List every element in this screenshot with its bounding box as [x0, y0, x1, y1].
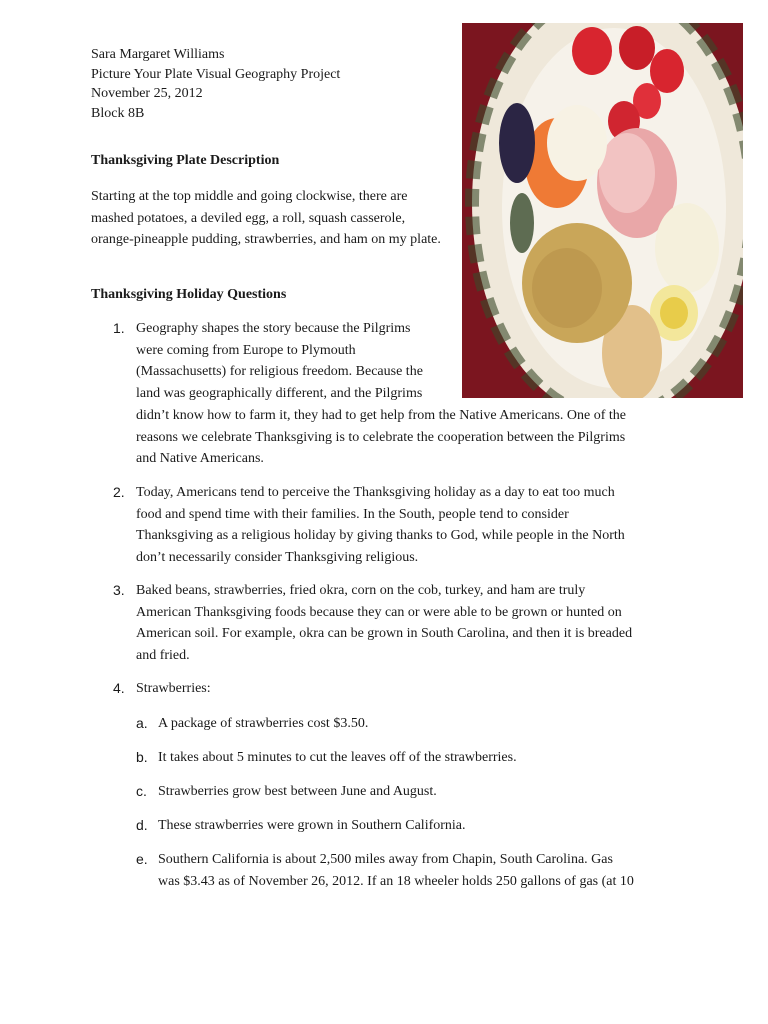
item-line: Geography shapes the story because the Pilgrims [136, 321, 411, 336]
list-marker: 1. [113, 320, 125, 336]
list-marker: 2. [113, 484, 125, 500]
item-line: don’t necessarily consider Thanksgiving religious. [136, 550, 419, 566]
item-line: and Native Americans. [136, 451, 264, 467]
list-item [136, 580, 696, 667]
item-line: (Massachusetts) for religious freedom. Because the [136, 364, 423, 380]
sublist-marker: e. [136, 851, 148, 867]
sublist-marker: b. [136, 749, 148, 765]
item-line: Strawberries grow best between June and August. [158, 784, 437, 799]
sublist-item [158, 713, 368, 735]
item-line: land was geographically different, and the Pilgrims [136, 386, 423, 402]
document-date: November 25, 2012 [91, 86, 203, 101]
holiday-questions-heading: Thanksgiving Holiday Questions [91, 287, 287, 302]
item-line: reasons we celebrate Thanksgiving is to celebrate the cooperation between the Pilgrims [136, 429, 626, 445]
header-block [91, 45, 340, 123]
sublist-item [158, 781, 437, 803]
item-line: A package of strawberries cost $3.50. [158, 716, 369, 731]
project-title: Picture Your Plate Visual Geography Project [91, 66, 341, 82]
sublist-item [158, 849, 718, 893]
item-line: were coming from Europe to Plymouth [136, 342, 356, 358]
list-marker: 4. [113, 680, 125, 696]
item-line: Thanksgiving as a religious holiday by giving thanks to God, while people in the North [136, 528, 625, 544]
item-line: American Thanksgiving foods because they can or were able to be grown or hunted on [136, 604, 622, 620]
item-line: didn’t know how to farm it, they had to get help from the Native Americans. One of the [136, 407, 627, 423]
list-item [136, 318, 696, 470]
list-marker: 3. [113, 582, 125, 598]
item-line: These strawberries were grown in Southern California. [158, 818, 466, 833]
author-name: Sara Margaret Williams [91, 47, 225, 62]
item-line: food and spend time with their families. In the South, people tend to consider [136, 506, 569, 522]
item-line: It takes about 5 minutes to cut the leaves off of the strawberries. [158, 750, 517, 765]
list-item [136, 482, 696, 569]
sublist-item [158, 747, 517, 769]
plate-description-text: Starting at the top middle and going clockwise, there are mashed potatoes, a deviled egg, a roll, squash casserole, orange-pineapple pudding, strawberries, and ham on my plate. [91, 189, 441, 247]
item-line: was $3.43 as of November 26, 2012. If an 18 wheeler holds 250 gallons of gas (at 10 [158, 874, 634, 889]
sublist-item [158, 815, 466, 837]
item-line: Southern California is about 2,500 miles away from Chapin, South Carolina. Gas [158, 852, 613, 867]
item-line: American soil. For example, okra can be grown in South Carolina, and then it is breaded [136, 626, 633, 642]
plate-description-heading: Thanksgiving Plate Description [91, 153, 280, 168]
item-line: Baked beans, strawberries, fried okra, corn on the cob, turkey, and ham are truly [136, 583, 586, 598]
item-line: Strawberries: [136, 681, 211, 696]
class-block: Block 8B [91, 105, 145, 121]
list-item [136, 678, 696, 700]
item-line: Today, Americans tend to perceive the Thanksgiving holiday as a day to eat too much [136, 485, 615, 500]
sublist-marker: a. [136, 715, 148, 731]
sublist-marker: d. [136, 817, 148, 833]
item-line: and fried. [136, 648, 190, 664]
sublist-marker: c. [136, 783, 147, 799]
